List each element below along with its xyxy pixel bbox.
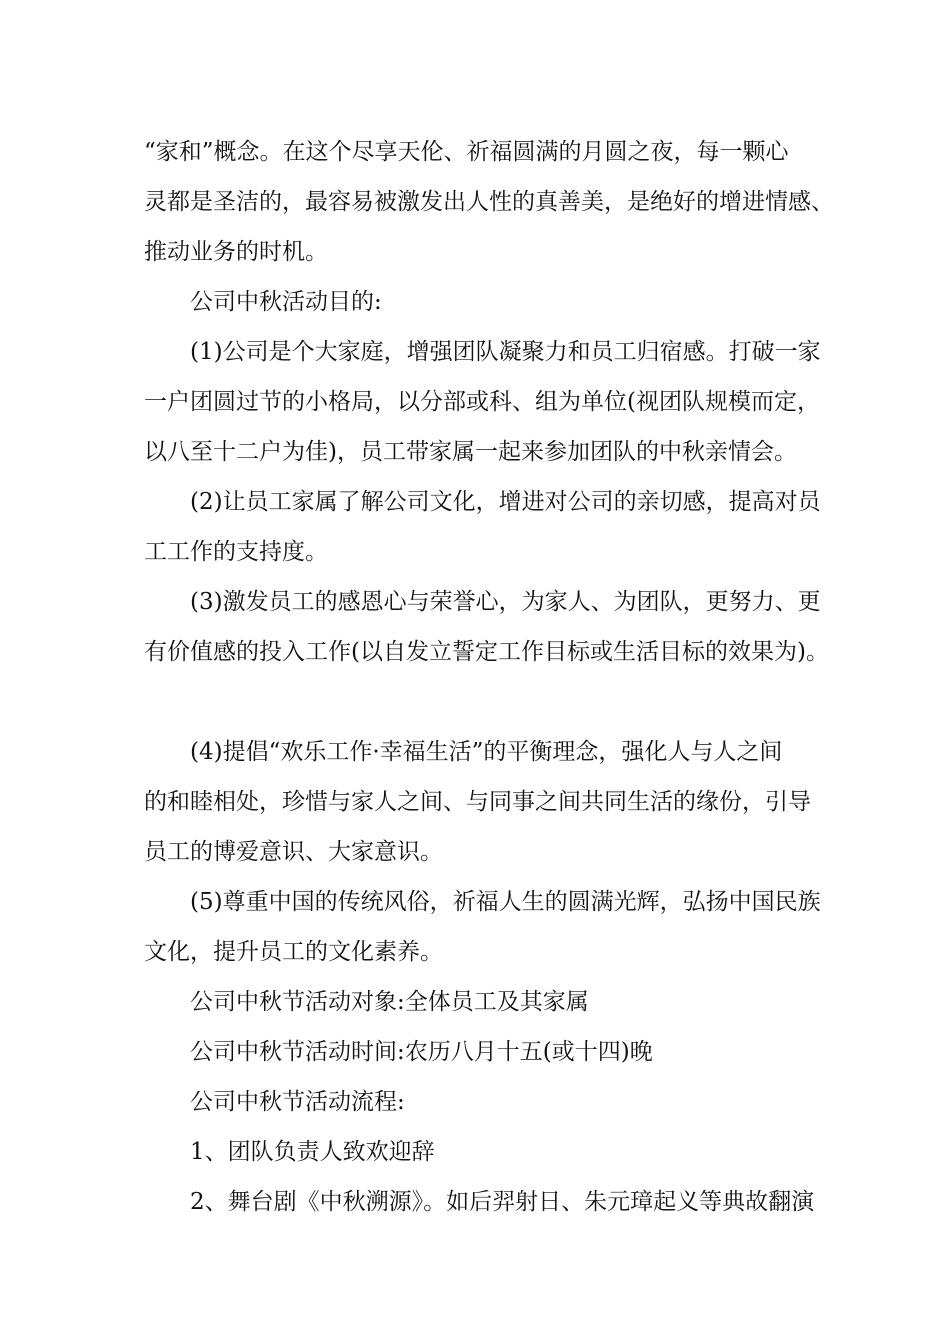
section-heading: 公司中秋活动目的: (190, 289, 382, 315)
list-item: 1、团队负责人致欢迎辞 (190, 1139, 435, 1165)
text-line: “家和”概念。在这个尽享天伦、祈福圆满的月圆之夜，每一颗心 (144, 139, 789, 165)
text-line: 文化，提升员工的文化素养。 (144, 939, 443, 965)
text-line: 公司中秋节活动对象:全体员工及其家属 (190, 989, 589, 1015)
text-line: 有价值感的投入工作(以自发立誓定工作目标或生活目标的效果为)。 (144, 639, 829, 665)
text-line: 灵都是圣洁的，最容易被激发出人性的真善美，是绝好的增进情感、 (144, 189, 834, 215)
text-line: 以八至十二户为佳)，员工带家属一起来参加团队的中秋亲情会。 (144, 439, 797, 465)
text-line: (3)激发员工的感恩心与荣誉心，为家人、为团队，更努力、更 (190, 589, 821, 615)
text-line: (5)尊重中国的传统风俗，祈福人生的圆满光辉，弘扬中国民族 (190, 889, 821, 915)
text-line: (2)让员工家属了解公司文化，增进对公司的亲切感，提高对员 (190, 489, 821, 515)
text-line: 公司中秋节活动时间:农历八月十五(或十四)晚 (190, 1039, 653, 1065)
text-line: 工工作的支持度。 (144, 539, 328, 565)
text-line: 的和睦相处，珍惜与家人之间、与同事之间共同生活的缘份，引导 (144, 789, 811, 815)
text-line: 一户团圆过节的小格局，以分部或科、组为单位(视团队规模而定， (144, 389, 820, 415)
text-line: (1)公司是个大家庭，增强团队凝聚力和员工归宿感。打破一家 (190, 339, 821, 365)
text-line: 员工的博爱意识、大家意识。 (144, 839, 443, 865)
text-line: (4)提倡“欢乐工作·幸福生活”的平衡理念，强化人与人之间 (190, 739, 783, 765)
list-item: 2、舞台剧《中秋溯源》。如后羿射日、朱元璋起义等典故翻演 (190, 1189, 815, 1215)
section-heading: 公司中秋节活动流程: (190, 1089, 405, 1115)
text-line: 推动业务的时机。 (144, 239, 328, 265)
